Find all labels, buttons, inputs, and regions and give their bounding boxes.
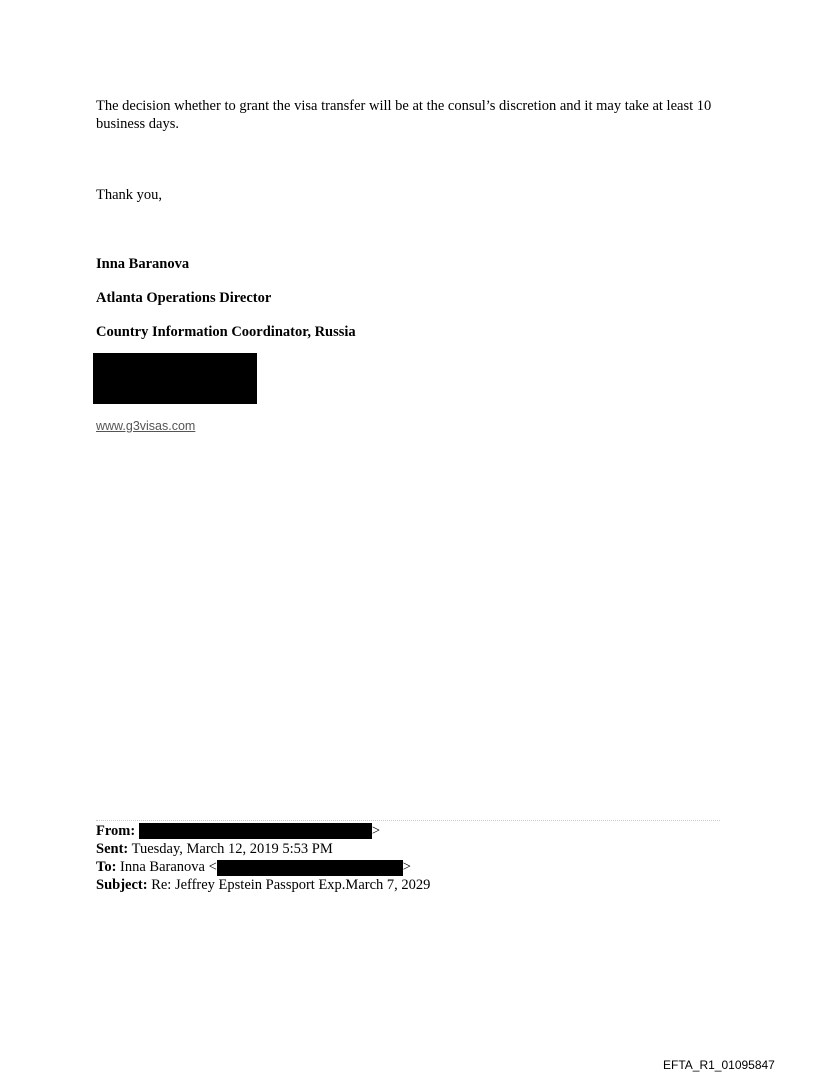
sent-label: Sent:	[96, 841, 129, 857]
from-redaction-box	[139, 823, 372, 839]
signature-title-2: Country Information Coordinator, Russia	[96, 324, 356, 340]
signature-name: Inna Baranova	[96, 256, 190, 272]
email-to-line	[96, 859, 411, 876]
to-redaction-box	[217, 860, 403, 876]
body-paragraph: The decision whether to grant the visa transfer will be at the consul’s discretion and it may take at least 10 business days.	[96, 98, 712, 132]
email-subject-line	[96, 877, 430, 894]
website-link[interactable]: www.g3visas.com	[96, 419, 196, 433]
signature-redaction-box	[93, 353, 257, 404]
email-sent-line	[96, 841, 333, 858]
sent-value: Tuesday, March 12, 2019 5:53 PM	[131, 841, 333, 857]
document-id: EFTA_R1_01095847	[663, 1058, 775, 1072]
closing-line: Thank you,	[96, 187, 163, 203]
email-divider	[96, 820, 720, 821]
subject-value: Re: Jeffrey Epstein Passport Exp.March 7, 2029	[151, 877, 431, 893]
to-value-prefix: Inna Baranova <	[120, 859, 217, 875]
to-suffix: >	[402, 859, 411, 875]
to-label: To:	[96, 859, 117, 875]
from-label: From:	[96, 823, 136, 839]
from-suffix: >	[371, 823, 381, 839]
email-from-line	[96, 823, 380, 840]
signature-title-1: Atlanta Operations Director	[96, 290, 272, 306]
subject-label: Subject:	[96, 877, 148, 893]
